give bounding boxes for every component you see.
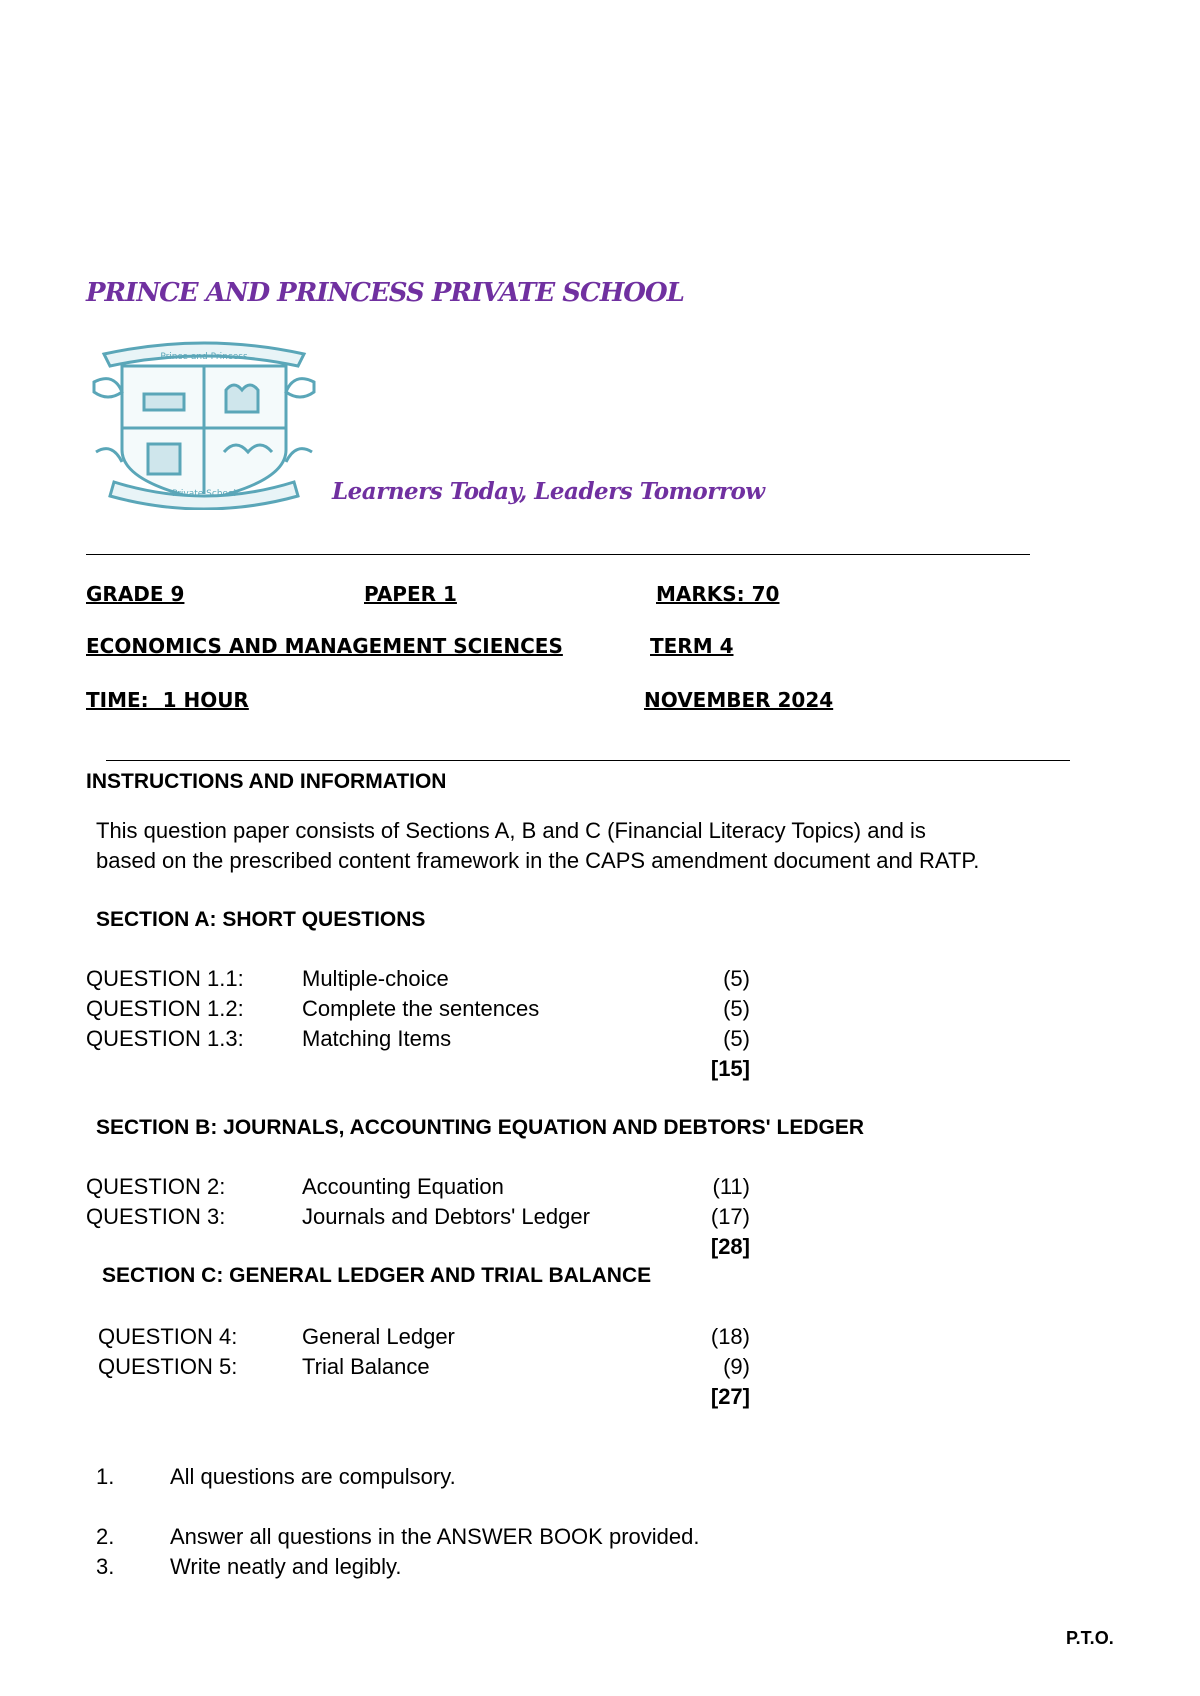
question-marks: (11) bbox=[712, 1174, 750, 1199]
pto-label: P.T.O. bbox=[1066, 1628, 1114, 1648]
intro-line-1: This question paper consists of Sections A, B and C (Financial Literacy Topics) and is bbox=[96, 818, 926, 843]
question-label: QUESTION 3: bbox=[86, 1204, 226, 1229]
time-label: TIME: 1 HOUR bbox=[86, 688, 249, 712]
divider-top bbox=[86, 554, 1030, 555]
crest-top-text: Prince and Princess bbox=[160, 352, 248, 362]
rule-text: Answer all questions in the ANSWER BOOK provided. bbox=[170, 1524, 700, 1549]
term-label: TERM 4 bbox=[650, 634, 734, 658]
section-a-title: SECTION A: SHORT QUESTIONS bbox=[96, 908, 426, 931]
section-b-total: [28] bbox=[710, 1234, 750, 1259]
question-label: QUESTION 2: bbox=[86, 1174, 226, 1199]
rule-text: All questions are compulsory. bbox=[170, 1464, 456, 1489]
intro-line-2: based on the prescribed content framework in the CAPS amendment document and RATP. bbox=[96, 848, 980, 873]
section-a-total: [15] bbox=[710, 1056, 750, 1081]
question-label: QUESTION 1.2: bbox=[86, 996, 244, 1021]
question-topic: Complete the sentences bbox=[302, 996, 540, 1021]
rule-number: 2. bbox=[96, 1524, 115, 1549]
question-label: QUESTION 1.1: bbox=[86, 966, 244, 991]
grade-label: GRADE 9 bbox=[86, 582, 185, 606]
crest-bottom-text: Private School bbox=[171, 489, 237, 499]
question-topic: Journals and Debtors' Ledger bbox=[302, 1204, 590, 1229]
question-topic: Accounting Equation bbox=[302, 1174, 504, 1199]
question-topic: Trial Balance bbox=[302, 1354, 430, 1379]
question-topic: Multiple-choice bbox=[302, 966, 449, 991]
rule-text: Write neatly and legibly. bbox=[170, 1554, 402, 1579]
question-marks: (17) bbox=[710, 1204, 750, 1229]
school-name: PRINCE AND PRINCESS PRIVATE SCHOOL bbox=[86, 278, 684, 308]
rule-number: 1. bbox=[96, 1464, 115, 1489]
question-marks: (5) bbox=[723, 966, 750, 991]
divider-middle bbox=[106, 760, 1070, 761]
marks-label: MARKS: 70 bbox=[656, 582, 780, 606]
section-b-title: SECTION B: JOURNALS, ACCOUNTING EQUATION AND DEBTORS' LEDGER bbox=[96, 1116, 865, 1139]
question-topic: General Ledger bbox=[302, 1324, 455, 1349]
question-label: QUESTION 5: bbox=[98, 1354, 238, 1379]
question-marks: (5) bbox=[723, 996, 750, 1021]
question-label: QUESTION 1.3: bbox=[86, 1026, 244, 1051]
paper-label: PAPER 1 bbox=[364, 582, 457, 606]
question-marks: (18) bbox=[710, 1324, 750, 1349]
date-label: NOVEMBER 2024 bbox=[644, 688, 834, 712]
instructions-heading: INSTRUCTIONS AND INFORMATION bbox=[86, 770, 447, 793]
subject-label: ECONOMICS AND MANAGEMENT SCIENCES bbox=[86, 634, 563, 658]
question-topic: Matching Items bbox=[302, 1026, 452, 1051]
school-motto: Learners Today, Leaders Tomorrow bbox=[332, 478, 765, 505]
question-marks: (5) bbox=[723, 1026, 750, 1051]
section-c-title: SECTION C: GENERAL LEDGER AND TRIAL BALANCE bbox=[102, 1264, 652, 1287]
school-crest-logo bbox=[84, 332, 324, 510]
question-label: QUESTION 4: bbox=[98, 1324, 238, 1349]
rule-number: 3. bbox=[96, 1554, 115, 1579]
section-c-total: [27] bbox=[710, 1384, 750, 1409]
question-marks: (9) bbox=[723, 1354, 750, 1379]
